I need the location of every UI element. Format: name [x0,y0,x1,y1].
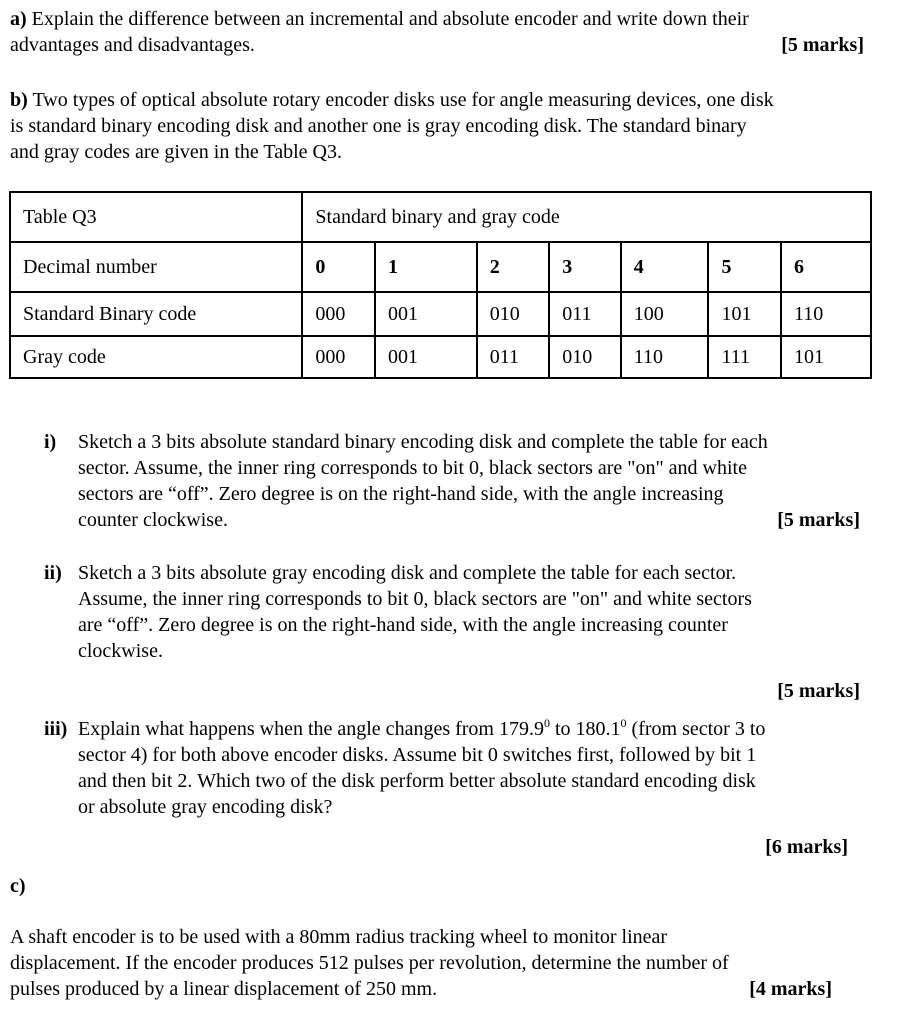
table-cell: 101 [708,292,781,336]
question-b-i-line3: sectors are “off”. Zero degree is on the right-hand side, with the angle increasing [78,483,724,505]
table-cell: 100 [621,292,709,336]
question-b-ii [44,560,864,702]
table-cell: 000 [302,292,375,336]
line1-post: (from sector 3 to [626,718,766,740]
question-b [10,87,862,165]
question-b-line2: is standard binary encoding disk and another one is gray encoding disk. The standard binary [10,115,747,137]
table-cell: 4 [621,242,709,292]
question-b-label: b) [10,89,28,111]
question-b-i-label: i) [44,431,57,453]
question-b-ii-line1: Sketch a 3 bits absolute gray encoding disk and complete the table for each sector. [78,562,737,584]
question-b-i-line2: sector. Assume, the inner ring corresponds to bit 0, black sectors are "on" and white [78,457,747,479]
question-c-label: c) [10,875,26,897]
question-b-iii-label: iii) [44,718,68,740]
table-cell: 000 [302,336,375,378]
table-cell: 1 [375,242,477,292]
question-a-label: a) [10,8,27,30]
table-cell: 2 [477,242,550,292]
question-a-line2: advantages and disadvantages. [10,34,255,56]
question-c [10,924,862,1002]
table-title: Table Q3 [10,192,302,242]
question-b-iii-marks: [6 marks] [765,836,848,858]
line1-pre: Explain what happens when the angle changes from 179.9 [78,718,544,740]
table-cell: 011 [549,292,620,336]
question-b-iii-line3: and then bit 2. Which two of the disk perform better absolute standard encoding disk [78,770,756,792]
question-b-iii [44,716,864,858]
question-b-ii-marks: [5 marks] [777,680,860,702]
question-a-marks: [5 marks] [781,34,864,56]
row-label-binary: Standard Binary code [10,292,302,336]
table-cell: 0 [302,242,375,292]
question-c-marks: [4 marks] [749,978,832,1000]
table-header: Standard binary and gray code [302,192,871,242]
question-a [10,6,862,58]
table-cell: 111 [708,336,781,378]
question-b-ii-line3: are “off”. Zero degree is on the right-hand side, with the angle increasing counter [78,614,728,636]
question-b-ii-label: ii) [44,562,62,584]
question-b-i-line4: counter clockwise. [78,509,228,531]
table-row-decimal [10,242,871,292]
table-cell: 101 [781,336,871,378]
question-b-ii-line2: Assume, the inner ring corresponds to bit 0, black sectors are "on" and white sectors [78,588,752,610]
question-a-line1: Explain the difference between an incremental and absolute encoder and write down their [31,8,749,30]
row-label-decimal: Decimal number [10,242,302,292]
table-cell: 010 [549,336,620,378]
table-cell: 001 [375,336,477,378]
table-cell: 110 [621,336,709,378]
table-q3 [9,191,872,377]
table-cell: 5 [708,242,781,292]
table-cell: 010 [477,292,550,336]
question-b-ii-line4: clockwise. [78,640,163,662]
question-c-line1: A shaft encoder is to be used with a 80mm radius tracking wheel to monitor linear [10,926,668,948]
question-b-line3: and gray codes are given in the Table Q3. [10,141,343,163]
table-cell: 6 [781,242,871,292]
question-b-i-marks: [5 marks] [777,509,860,531]
degree-sup: 0 [620,716,627,730]
table-cell: 3 [549,242,620,292]
degree-sup: 0 [543,716,550,730]
table-header-row [10,192,871,242]
question-c-line3: pulses produced by a linear displacement of 250 mm. [10,978,438,1000]
table-row-gray [10,336,871,378]
table-cell: 011 [477,336,550,378]
question-b-line1: Two types of optical absolute rotary encoder disks use for angle measuring devices, one disk [32,89,774,111]
row-label-gray: Gray code [10,336,302,378]
question-b-i-line1: Sketch a 3 bits absolute standard binary encoding disk and complete the table for each [78,431,768,453]
question-b-iii-line1 [78,716,864,742]
table-cell: 001 [375,292,477,336]
question-b-iii-line4: or absolute gray encoding disk? [78,796,333,818]
question-c-line2: displacement. If the encoder produces 512 pulses per revolution, determine the number of [10,952,729,974]
table-row-binary [10,292,871,336]
question-b-i [44,429,864,539]
line1-mid: to 180.1 [549,718,621,740]
table-cell: 110 [781,292,871,336]
question-b-iii-line2: sector 4) for both above encoder disks. Assume bit 0 switches first, followed by bit 1 [78,744,757,766]
